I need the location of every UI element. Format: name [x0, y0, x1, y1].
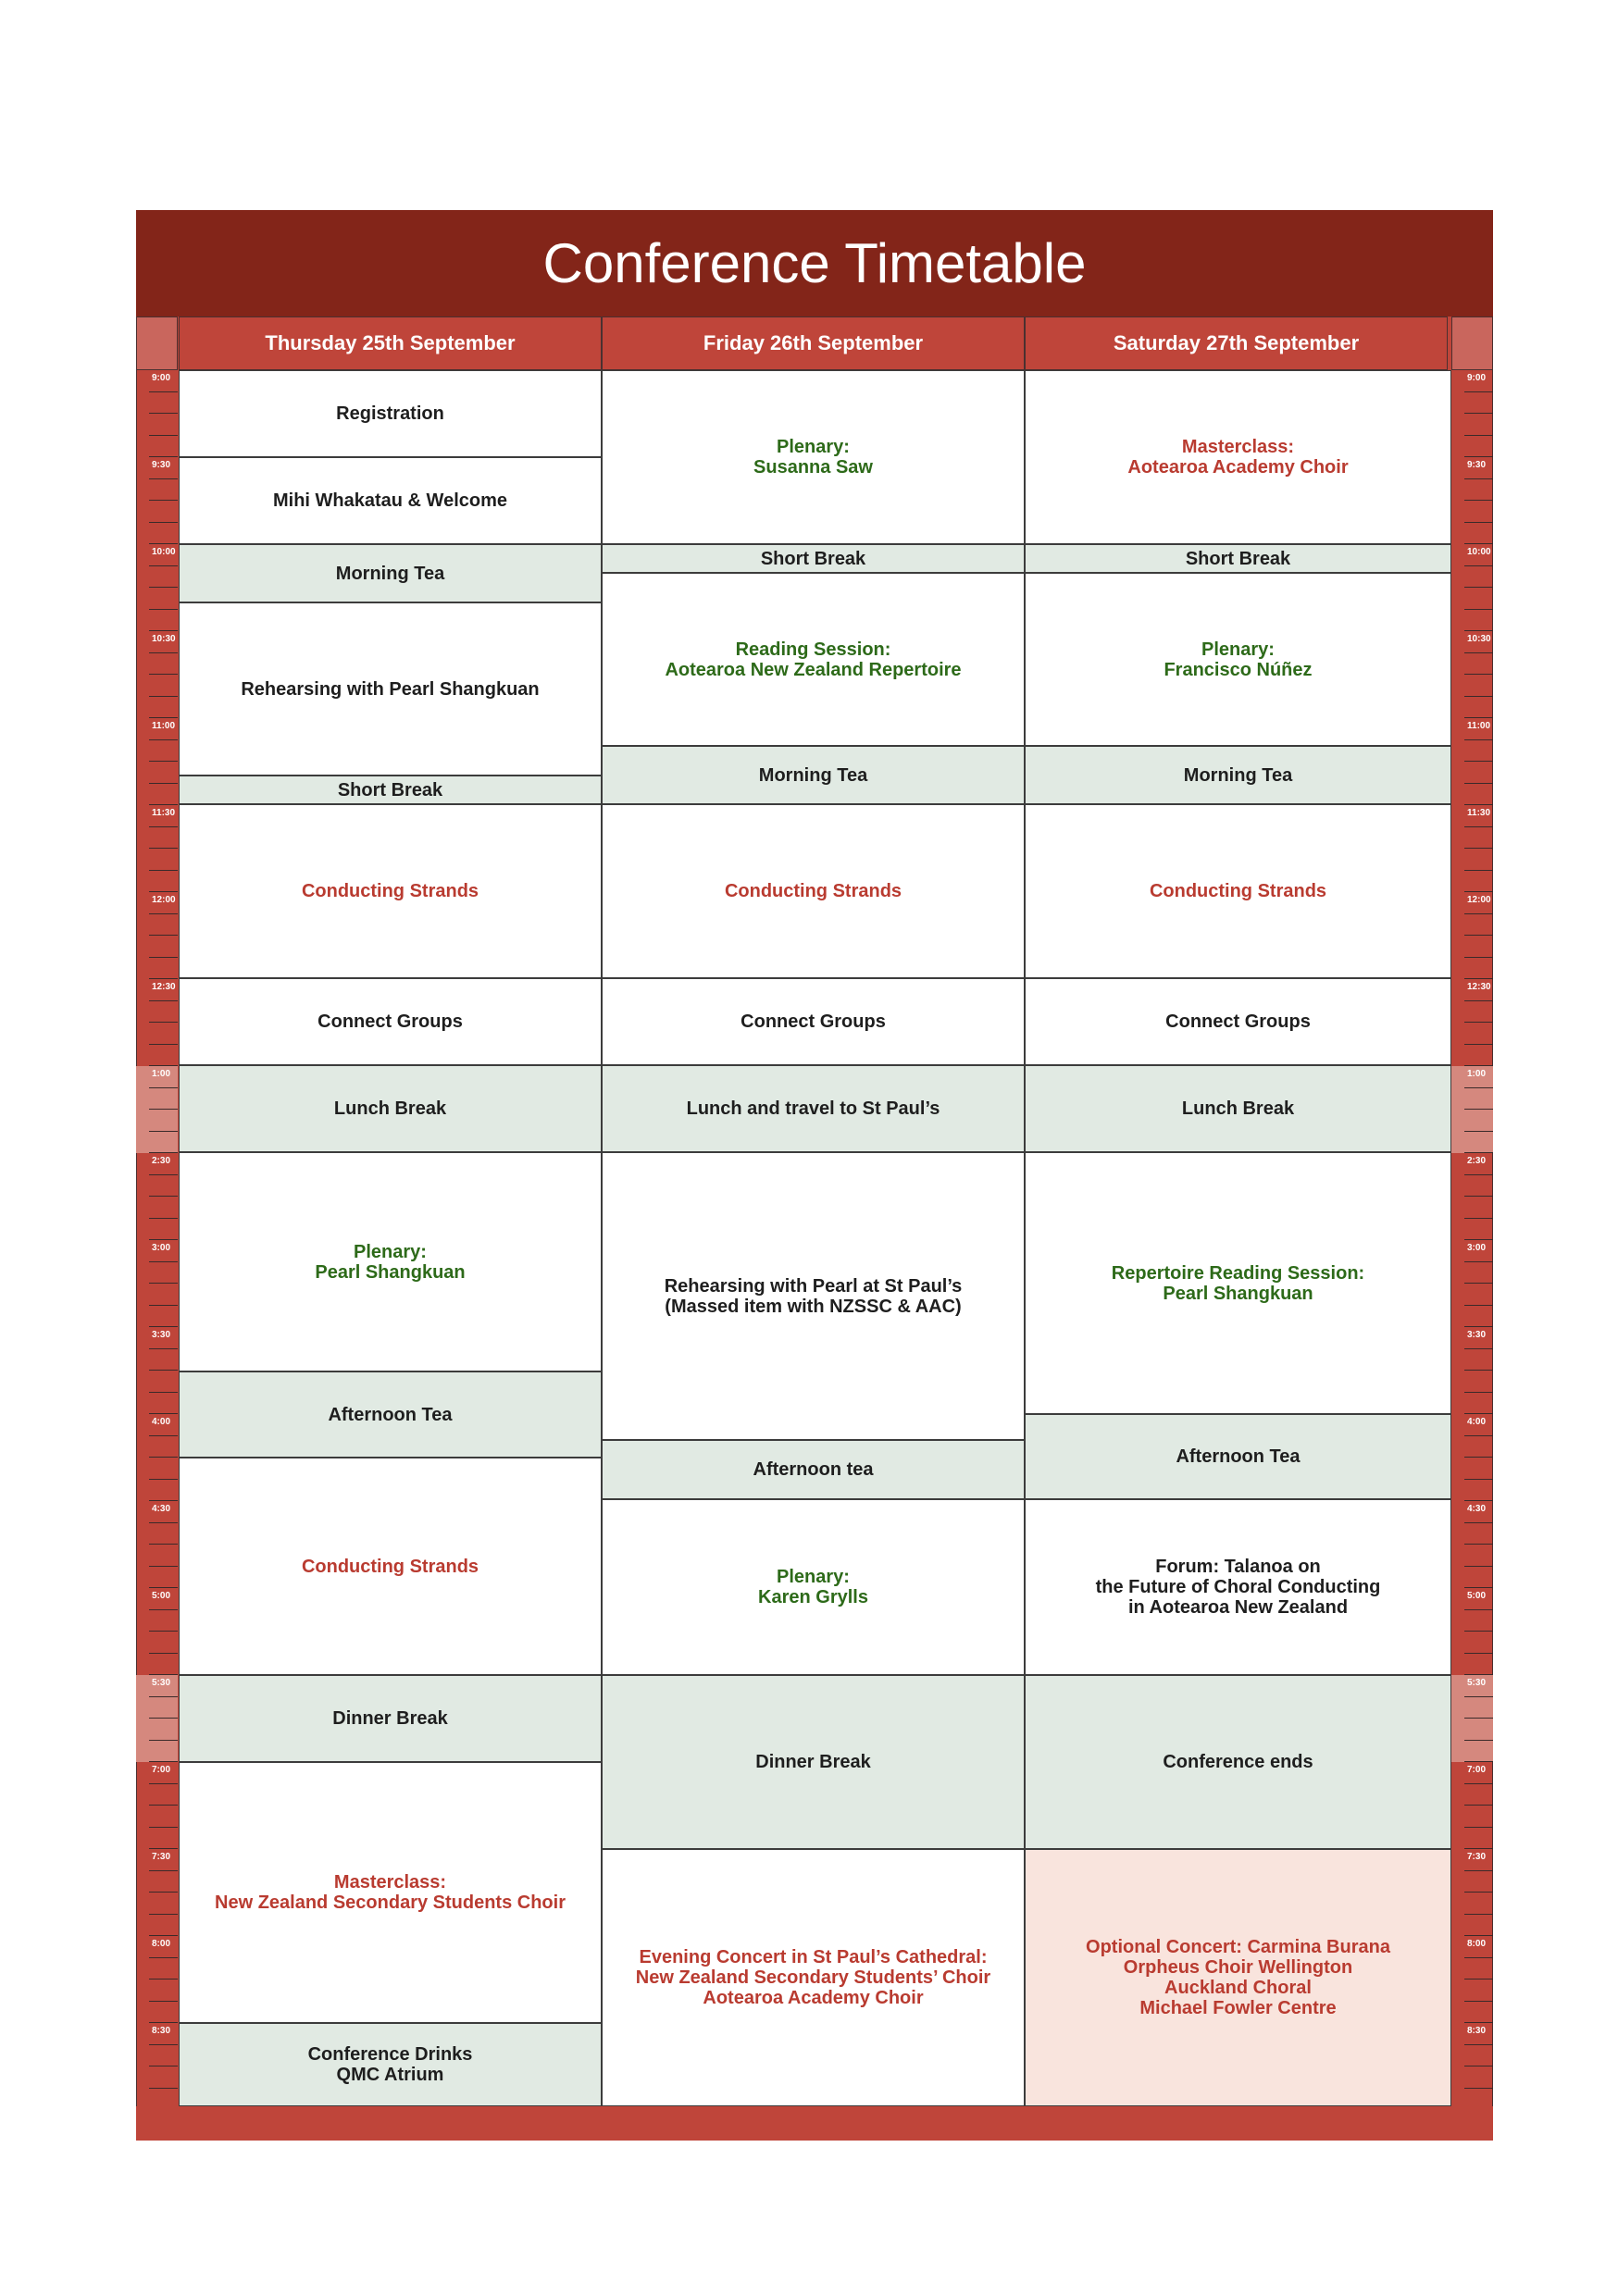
time-tick — [149, 500, 178, 501]
time-label: 11:30 — [152, 808, 176, 818]
time-tick — [149, 913, 178, 914]
time-tick — [1464, 870, 1493, 871]
time-tick — [1464, 1087, 1493, 1088]
time-tick — [1464, 1348, 1493, 1349]
time-tick — [149, 1544, 178, 1545]
time-tick — [149, 609, 178, 610]
time-tick — [149, 1370, 178, 1371]
time-tick — [1464, 1979, 1493, 1980]
time-tick — [149, 1957, 178, 1958]
gutter-break-shade — [136, 1675, 178, 1762]
time-tick — [149, 783, 178, 784]
time-tick — [149, 870, 178, 871]
time-tick — [1464, 2001, 1493, 2002]
time-tick — [1464, 565, 1493, 566]
time-tick — [1464, 630, 1493, 631]
time-tick — [149, 391, 178, 392]
event-forum — [1025, 1499, 1451, 1675]
time-tick — [149, 1696, 178, 1697]
time-tick — [1464, 1305, 1493, 1306]
time-tick — [149, 630, 178, 631]
time-label: 3:00 — [1467, 1243, 1487, 1253]
time-label: 8:30 — [1467, 2026, 1487, 2036]
time-tick — [149, 1500, 178, 1501]
time-label: 12:30 — [152, 982, 176, 992]
time-label: 12:00 — [1467, 895, 1491, 905]
time-tick — [1464, 1544, 1493, 1545]
time-tick — [1464, 1261, 1493, 1262]
time-tick — [149, 1305, 178, 1306]
time-tick — [1464, 478, 1493, 479]
event-short-break — [179, 776, 602, 804]
time-tick — [1464, 1174, 1493, 1175]
time-tick — [149, 848, 178, 849]
event-subtitle: New Zealand Secondary Students Choir — [215, 1893, 566, 1913]
time-tick — [1464, 1479, 1493, 1480]
time-label: 10:00 — [152, 547, 176, 557]
time-tick — [149, 522, 178, 523]
time-tick — [149, 1740, 178, 1741]
time-tick — [149, 478, 178, 479]
time-tick — [1464, 1848, 1493, 1849]
time-tick — [149, 674, 178, 675]
time-label: 7:30 — [1467, 1852, 1487, 1862]
page-title: Conference Timetable — [136, 210, 1493, 316]
event-title: Connect Groups — [317, 1011, 463, 1032]
time-tick — [149, 652, 178, 653]
time-tick — [1464, 1413, 1493, 1414]
event-performer: New Zealand Secondary Students’ Choir — [635, 1967, 991, 1988]
day-header-saturday: Saturday 27th September — [1025, 316, 1448, 370]
event-reading-session — [602, 573, 1025, 746]
time-tick — [149, 1718, 178, 1719]
time-tick — [1464, 1000, 1493, 1001]
event-rehearsing — [179, 602, 602, 776]
footer-bar — [136, 2106, 1493, 2141]
time-label: 3:00 — [152, 1243, 171, 1253]
event-title: Mihi Whakatau & Welcome — [272, 490, 507, 511]
event-lunch-travel — [602, 1065, 1025, 1152]
gutter-break-shade — [1451, 1066, 1493, 1153]
gutter-break-shade — [136, 1066, 178, 1153]
event-title: Short Break — [337, 779, 443, 800]
time-tick — [149, 804, 178, 805]
event-title: Rehearsing with Pearl at St Paul’s — [664, 1275, 963, 1297]
time-tick — [1464, 935, 1493, 936]
time-label: 5:00 — [152, 1591, 171, 1601]
time-tick — [149, 935, 178, 936]
event-conducting-strands — [179, 804, 602, 978]
left-gutter-cap — [136, 316, 178, 370]
time-tick — [1464, 2088, 1493, 2089]
event-registration — [179, 370, 602, 457]
time-label: 11:30 — [1467, 808, 1491, 818]
time-tick — [149, 1087, 178, 1088]
time-tick — [149, 1587, 178, 1588]
event-title: Evening Concert in St Paul’s Cathedral: — [639, 1947, 988, 1967]
time-label: 3:30 — [1467, 1330, 1487, 1340]
event-afternoon-tea — [1025, 1414, 1451, 1499]
time-tick — [1464, 1761, 1493, 1762]
event-title: Lunch and travel to St Paul’s — [686, 1098, 940, 1119]
event-title: Afternoon Tea — [328, 1404, 453, 1425]
time-tick — [1464, 957, 1493, 958]
event-venue: Michael Fowler Centre — [1139, 1998, 1337, 2018]
event-dinner-break — [602, 1675, 1025, 1849]
time-tick — [1464, 1892, 1493, 1893]
time-tick — [149, 1348, 178, 1349]
time-tick — [1464, 1718, 1493, 1719]
event-title: Lunch Break — [1181, 1098, 1295, 1119]
time-tick — [1464, 1435, 1493, 1436]
time-label: 10:30 — [152, 634, 176, 644]
event-conducting-strands — [1025, 804, 1451, 978]
event-title: Afternoon Tea — [1176, 1446, 1301, 1467]
event-title: Masterclass: — [1181, 437, 1295, 457]
time-tick — [1464, 1457, 1493, 1458]
time-tick — [149, 1131, 178, 1132]
event-masterclass — [179, 1762, 602, 2023]
event-connect-groups — [1025, 978, 1451, 1065]
event-title: Plenary: — [354, 1241, 427, 1262]
event-title: Conducting Strands — [1149, 881, 1327, 901]
event-repertoire-reading — [1025, 1152, 1451, 1414]
time-tick — [149, 978, 178, 979]
time-tick — [149, 1174, 178, 1175]
time-tick — [1464, 1392, 1493, 1393]
time-tick — [1464, 1109, 1493, 1110]
time-tick — [1464, 674, 1493, 675]
time-tick — [149, 2044, 178, 2045]
time-tick — [1464, 1805, 1493, 1806]
time-tick — [149, 1935, 178, 1936]
event-evening-concert — [602, 1849, 1025, 2106]
time-tick — [149, 1827, 178, 1828]
time-label: 5:00 — [1467, 1591, 1487, 1601]
event-title: Conducting Strands — [301, 881, 479, 901]
time-tick — [1464, 1239, 1493, 1240]
event-conducting-strands-2 — [179, 1458, 602, 1675]
time-tick — [149, 543, 178, 544]
event-title: Short Break — [760, 548, 866, 569]
time-label: 4:00 — [1467, 1417, 1487, 1427]
time-tick — [149, 1109, 178, 1110]
time-tick — [1464, 913, 1493, 914]
time-tick — [1464, 609, 1493, 610]
time-label: 12:00 — [152, 895, 176, 905]
event-conference-drinks — [179, 2023, 602, 2106]
event-title: Morning Tea — [335, 563, 445, 584]
time-tick — [149, 696, 178, 697]
event-title: Optional Concert: Carmina Burana — [1086, 1937, 1390, 1957]
time-label: 1:00 — [1467, 1069, 1487, 1079]
time-tick — [149, 1979, 178, 1980]
time-tick — [149, 1566, 178, 1567]
event-speaker: Pearl Shangkuan — [315, 1261, 466, 1283]
event-morning-tea — [1025, 746, 1451, 804]
event-title: Plenary: — [1201, 639, 1275, 660]
time-label: 8:30 — [152, 2026, 171, 2036]
time-label: 7:00 — [152, 1765, 171, 1775]
time-tick — [1464, 1740, 1493, 1741]
time-tick — [149, 1914, 178, 1915]
event-title: Afternoon tea — [753, 1459, 874, 1480]
time-tick — [149, 1326, 178, 1327]
time-label: 8:00 — [1467, 1939, 1487, 1949]
time-label: 11:00 — [1467, 721, 1491, 731]
time-tick — [1464, 1631, 1493, 1632]
time-tick — [1464, 1152, 1493, 1153]
time-tick — [149, 1000, 178, 1001]
event-title: Dinner Break — [755, 1752, 871, 1772]
time-tick — [149, 1522, 178, 1523]
time-tick — [149, 1457, 178, 1458]
event-title: Conducting Strands — [724, 881, 902, 901]
time-label: 3:30 — [152, 1330, 171, 1340]
time-label: 7:00 — [1467, 1765, 1487, 1775]
time-tick — [149, 1609, 178, 1610]
time-tick — [1464, 587, 1493, 588]
time-tick — [1464, 2022, 1493, 2023]
time-label: 10:30 — [1467, 634, 1491, 644]
event-short-break — [602, 544, 1025, 573]
event-afternoon-tea — [179, 1371, 602, 1458]
event-title: Reading Session: — [735, 639, 891, 660]
time-tick — [1464, 435, 1493, 436]
time-tick — [149, 1392, 178, 1393]
event-title: Plenary: — [777, 437, 850, 457]
day-header-thursday: Thursday 25th September — [179, 316, 602, 370]
day-header-friday: Friday 26th September — [602, 316, 1025, 370]
time-tick — [149, 1413, 178, 1414]
time-label: 4:00 — [152, 1417, 171, 1427]
time-tick — [149, 1805, 178, 1806]
time-tick — [1464, 1218, 1493, 1219]
time-tick — [1464, 717, 1493, 718]
time-tick — [149, 1435, 178, 1436]
event-title: Connect Groups — [741, 1011, 886, 1032]
event-dinner-break — [179, 1675, 602, 1762]
time-tick — [1464, 1022, 1493, 1023]
time-tick — [1464, 1326, 1493, 1327]
time-tick — [1464, 1522, 1493, 1523]
time-label: 7:30 — [152, 1852, 171, 1862]
time-label: 9:30 — [1467, 460, 1487, 470]
time-tick — [1464, 1696, 1493, 1697]
event-subtitle: the Future of Choral Conducting — [1095, 1577, 1381, 1597]
event-speaker: Susanna Saw — [753, 457, 873, 478]
event-connect-groups — [179, 978, 602, 1065]
event-speaker: Karen Grylls — [758, 1587, 868, 1607]
event-conference-ends — [1025, 1675, 1451, 1849]
time-tick — [1464, 522, 1493, 523]
event-speaker: Francisco Núñez — [1164, 659, 1313, 680]
time-tick — [149, 2022, 178, 2023]
event-plenary-francisco — [1025, 573, 1451, 746]
time-label: 4:30 — [1467, 1504, 1487, 1514]
event-title: Dinner Break — [332, 1708, 448, 1729]
event-morning-tea — [602, 746, 1025, 804]
event-title: Connect Groups — [1165, 1011, 1311, 1032]
event-performer: Aotearoa Academy Choir — [703, 1988, 924, 2008]
time-tick — [149, 1653, 178, 1654]
time-tick — [1464, 391, 1493, 392]
time-tick — [1464, 1500, 1493, 1501]
time-tick — [149, 739, 178, 740]
time-tick — [1464, 1283, 1493, 1284]
time-tick — [1464, 1914, 1493, 1915]
time-tick — [149, 1022, 178, 1023]
event-title: Conference ends — [1163, 1752, 1313, 1772]
time-tick — [149, 565, 178, 566]
time-tick — [149, 1870, 178, 1871]
time-label: 1:00 — [152, 1069, 171, 1079]
time-label: 5:30 — [152, 1678, 171, 1688]
time-gutter-right — [1451, 370, 1493, 2106]
event-title: Morning Tea — [758, 764, 868, 786]
event-welcome — [179, 457, 602, 544]
time-label: 4:30 — [152, 1504, 171, 1514]
time-tick — [1464, 1131, 1493, 1132]
time-tick — [1464, 1196, 1493, 1197]
time-tick — [1464, 1609, 1493, 1610]
event-title: Masterclass: — [333, 1872, 447, 1893]
event-title: Rehearsing with Pearl Shangkuan — [241, 678, 540, 700]
time-label: 9:00 — [152, 373, 171, 383]
time-tick — [1464, 456, 1493, 457]
time-tick — [1464, 1870, 1493, 1871]
event-morning-tea — [179, 544, 602, 602]
time-tick — [149, 1631, 178, 1632]
event-lunch-break — [1025, 1065, 1451, 1152]
time-label: 5:30 — [1467, 1678, 1487, 1688]
time-tick — [1464, 652, 1493, 653]
event-performer: Orpheus Choir Wellington — [1123, 1957, 1353, 1978]
event-title: Plenary: — [777, 1567, 850, 1587]
time-tick — [149, 1892, 178, 1893]
time-label: 8:00 — [152, 1939, 171, 1949]
event-title: Registration — [336, 403, 444, 424]
time-tick — [1464, 978, 1493, 979]
time-tick — [149, 413, 178, 414]
time-gutter-left — [136, 370, 178, 2106]
time-tick — [149, 456, 178, 457]
event-title: Morning Tea — [1183, 764, 1293, 786]
time-label: 10:00 — [1467, 547, 1491, 557]
event-subtitle: Aotearoa New Zealand Repertoire — [665, 659, 962, 680]
time-tick — [149, 2088, 178, 2089]
time-tick — [149, 1239, 178, 1240]
time-tick — [149, 891, 178, 892]
event-location: QMC Atrium — [336, 2065, 444, 2085]
event-plenary-karen — [602, 1499, 1025, 1675]
time-label: 12:30 — [1467, 982, 1491, 992]
time-tick — [1464, 1957, 1493, 1958]
event-title: Short Break — [1185, 548, 1291, 569]
time-label: 11:00 — [152, 721, 176, 731]
time-tick — [1464, 1783, 1493, 1784]
time-tick — [1464, 1935, 1493, 1936]
time-tick — [1464, 1566, 1493, 1567]
time-tick — [1464, 761, 1493, 762]
time-tick — [149, 1761, 178, 1762]
right-gutter-cap — [1451, 316, 1493, 370]
time-tick — [149, 1196, 178, 1197]
event-plenary — [179, 1152, 602, 1371]
time-tick — [1464, 1370, 1493, 1371]
time-tick — [1464, 826, 1493, 827]
time-tick — [149, 957, 178, 958]
time-tick — [149, 1044, 178, 1045]
event-conducting-strands — [602, 804, 1025, 978]
event-performer: Auckland Choral — [1164, 1978, 1312, 1998]
event-title: Repertoire Reading Session: — [1111, 1262, 1365, 1284]
time-label: 2:30 — [152, 1156, 171, 1166]
event-plenary-susanna — [602, 370, 1025, 544]
event-connect-groups — [602, 978, 1025, 1065]
event-subtitle: Aotearoa Academy Choir — [1127, 457, 1349, 478]
time-tick — [1464, 1827, 1493, 1828]
event-title: Conference Drinks — [307, 2044, 473, 2065]
time-tick — [1464, 2044, 1493, 2045]
time-tick — [149, 717, 178, 718]
event-title: Forum: Talanoa on — [1155, 1557, 1321, 1577]
event-title: Lunch Break — [333, 1098, 447, 1119]
time-tick — [1464, 804, 1493, 805]
time-tick — [1464, 783, 1493, 784]
event-masterclass — [1025, 370, 1451, 544]
time-tick — [1464, 696, 1493, 697]
time-tick — [149, 1218, 178, 1219]
event-short-break — [1025, 544, 1451, 573]
event-rehearsing-st-pauls — [602, 1152, 1025, 1440]
event-subtitle: (Massed item with NZSSC & AAC) — [665, 1296, 962, 1317]
event-lunch-break — [179, 1065, 602, 1152]
time-tick — [149, 826, 178, 827]
time-tick — [149, 2001, 178, 2002]
event-optional-concert — [1025, 1849, 1451, 2106]
time-tick — [1464, 413, 1493, 414]
time-tick — [149, 587, 178, 588]
time-tick — [1464, 739, 1493, 740]
event-subtitle: in Aotearoa New Zealand — [1127, 1597, 1349, 1618]
time-tick — [149, 1479, 178, 1480]
event-speaker: Pearl Shangkuan — [1163, 1283, 1313, 1304]
time-tick — [149, 1152, 178, 1153]
time-tick — [1464, 848, 1493, 849]
time-tick — [149, 435, 178, 436]
time-label: 9:30 — [152, 460, 171, 470]
time-tick — [149, 1283, 178, 1284]
gutter-break-shade — [1451, 1675, 1493, 1762]
time-tick — [1464, 543, 1493, 544]
time-tick — [149, 1261, 178, 1262]
time-tick — [1464, 891, 1493, 892]
time-tick — [1464, 500, 1493, 501]
event-title: Conducting Strands — [301, 1556, 479, 1577]
time-label: 2:30 — [1467, 1156, 1487, 1166]
time-tick — [1464, 1044, 1493, 1045]
time-tick — [149, 1783, 178, 1784]
time-label: 9:00 — [1467, 373, 1487, 383]
event-afternoon-tea — [602, 1440, 1025, 1499]
time-tick — [149, 1848, 178, 1849]
time-tick — [1464, 1653, 1493, 1654]
time-tick — [1464, 1587, 1493, 1588]
time-tick — [149, 761, 178, 762]
